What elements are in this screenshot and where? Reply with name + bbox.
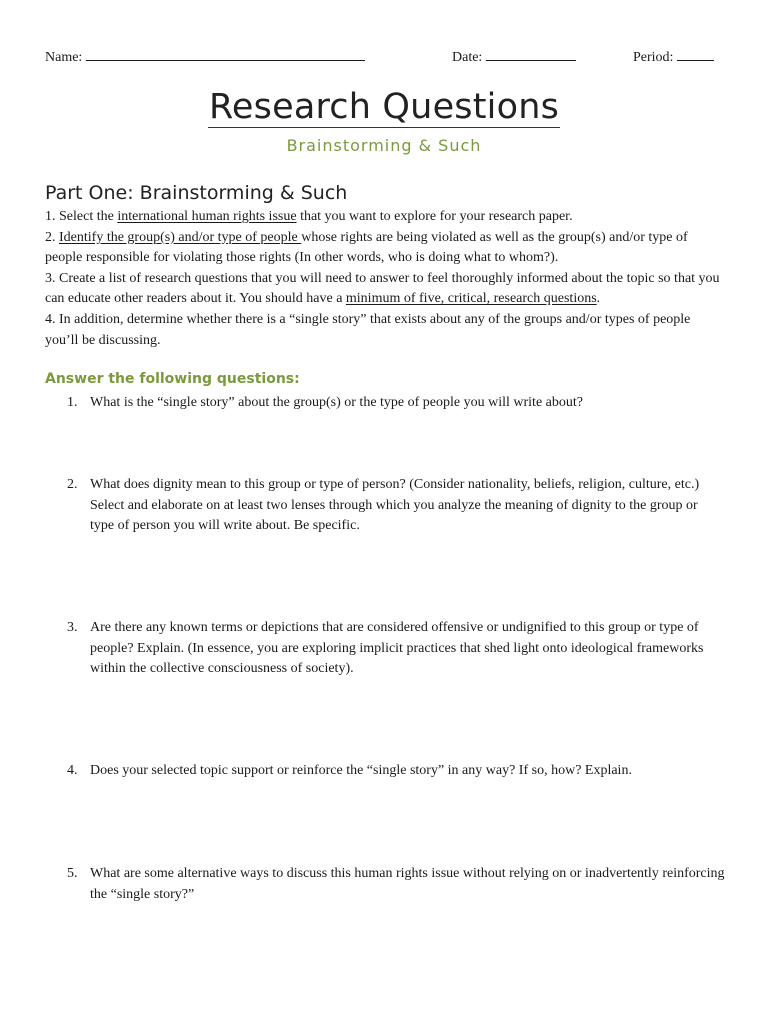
page-title: Research Questions (208, 87, 560, 127)
worksheet-header (45, 46, 720, 66)
question-number: 5. (67, 866, 78, 881)
question-number: 4. (67, 763, 78, 778)
question-item (45, 393, 725, 414)
question-item (45, 761, 725, 782)
answer-heading: Answer the following questions: (45, 371, 300, 387)
instruction-item (45, 310, 725, 351)
instruction-text: whose rights are being violated as well as the group(s) and/or type of people responsible for violating those rights (In other words, who is doing what to whom?). (45, 229, 688, 266)
question-item (45, 864, 725, 905)
question-number: 1. (67, 395, 78, 410)
instruction-emphasis: Identify the group(s) and/or type of people (59, 229, 302, 245)
name-label: Name: (45, 50, 83, 65)
instruction-item (45, 228, 725, 269)
question-text: What are some alternative ways to discuss this human rights issue without relying on or inadvertently reinforcing the “single story?” (90, 866, 725, 902)
instruction-emphasis: international human rights issue (117, 209, 297, 224)
instruction-text: . (596, 291, 601, 307)
question-text: What does dignity mean to this group or type of person? (Consider nationality, beliefs, religion, culture, etc.) Select and elaborate on at least two lenses through which you analyze the meaning of dignity to the group or type of person you will write about. Be specific. (90, 477, 700, 534)
instruction-text: that you want to explore for your research paper. (296, 209, 573, 224)
date-label: Date: (452, 50, 483, 65)
period-blank-line[interactable] (677, 46, 714, 61)
page-title-wrapper (0, 87, 768, 128)
instruction-text: 4. In addition, determine whether there is a “single story” that exists about any of the groups and/or types of people you’ll be discussing. (45, 311, 691, 348)
question-text: Does your selected topic support or reinforce the “single story” in any way? If so, how? Explain. (90, 763, 632, 778)
question-item (45, 475, 725, 537)
instruction-item (45, 207, 725, 228)
period-field (633, 46, 714, 66)
page-subtitle: Brainstorming & Such (286, 136, 482, 155)
instruction-emphasis: minimum of five, critical, research questions (345, 291, 597, 307)
date-field (452, 46, 576, 66)
part-one-heading: Part One: Brainstorming & Such (45, 182, 348, 204)
period-label: Period: (633, 50, 674, 65)
instruction-text: 3. Create a list of research questions that you will need to answer to feel thoroughly informed about the topic so that you can educate other readers about it. You should have a (45, 270, 720, 307)
instruction-item (45, 269, 725, 310)
name-blank-line[interactable] (86, 46, 365, 61)
instructions-list (45, 207, 725, 351)
question-number: 3. (67, 620, 78, 635)
question-number: 2. (67, 477, 78, 492)
instruction-text: 1. Select the (45, 209, 118, 224)
question-text: Are there any known terms or depictions that are considered offensive or undignified to this group or type of people? Explain. (In essence, you are exploring implicit practices that shed light onto ideological frameworks within the collective consciousness of society). (90, 620, 704, 677)
question-item (45, 618, 725, 680)
instruction-text: 2. (45, 229, 59, 245)
question-text: What is the “single story” about the group(s) or the type of people you will write about? (90, 395, 583, 410)
name-field (45, 46, 365, 66)
date-blank-line[interactable] (486, 46, 576, 61)
